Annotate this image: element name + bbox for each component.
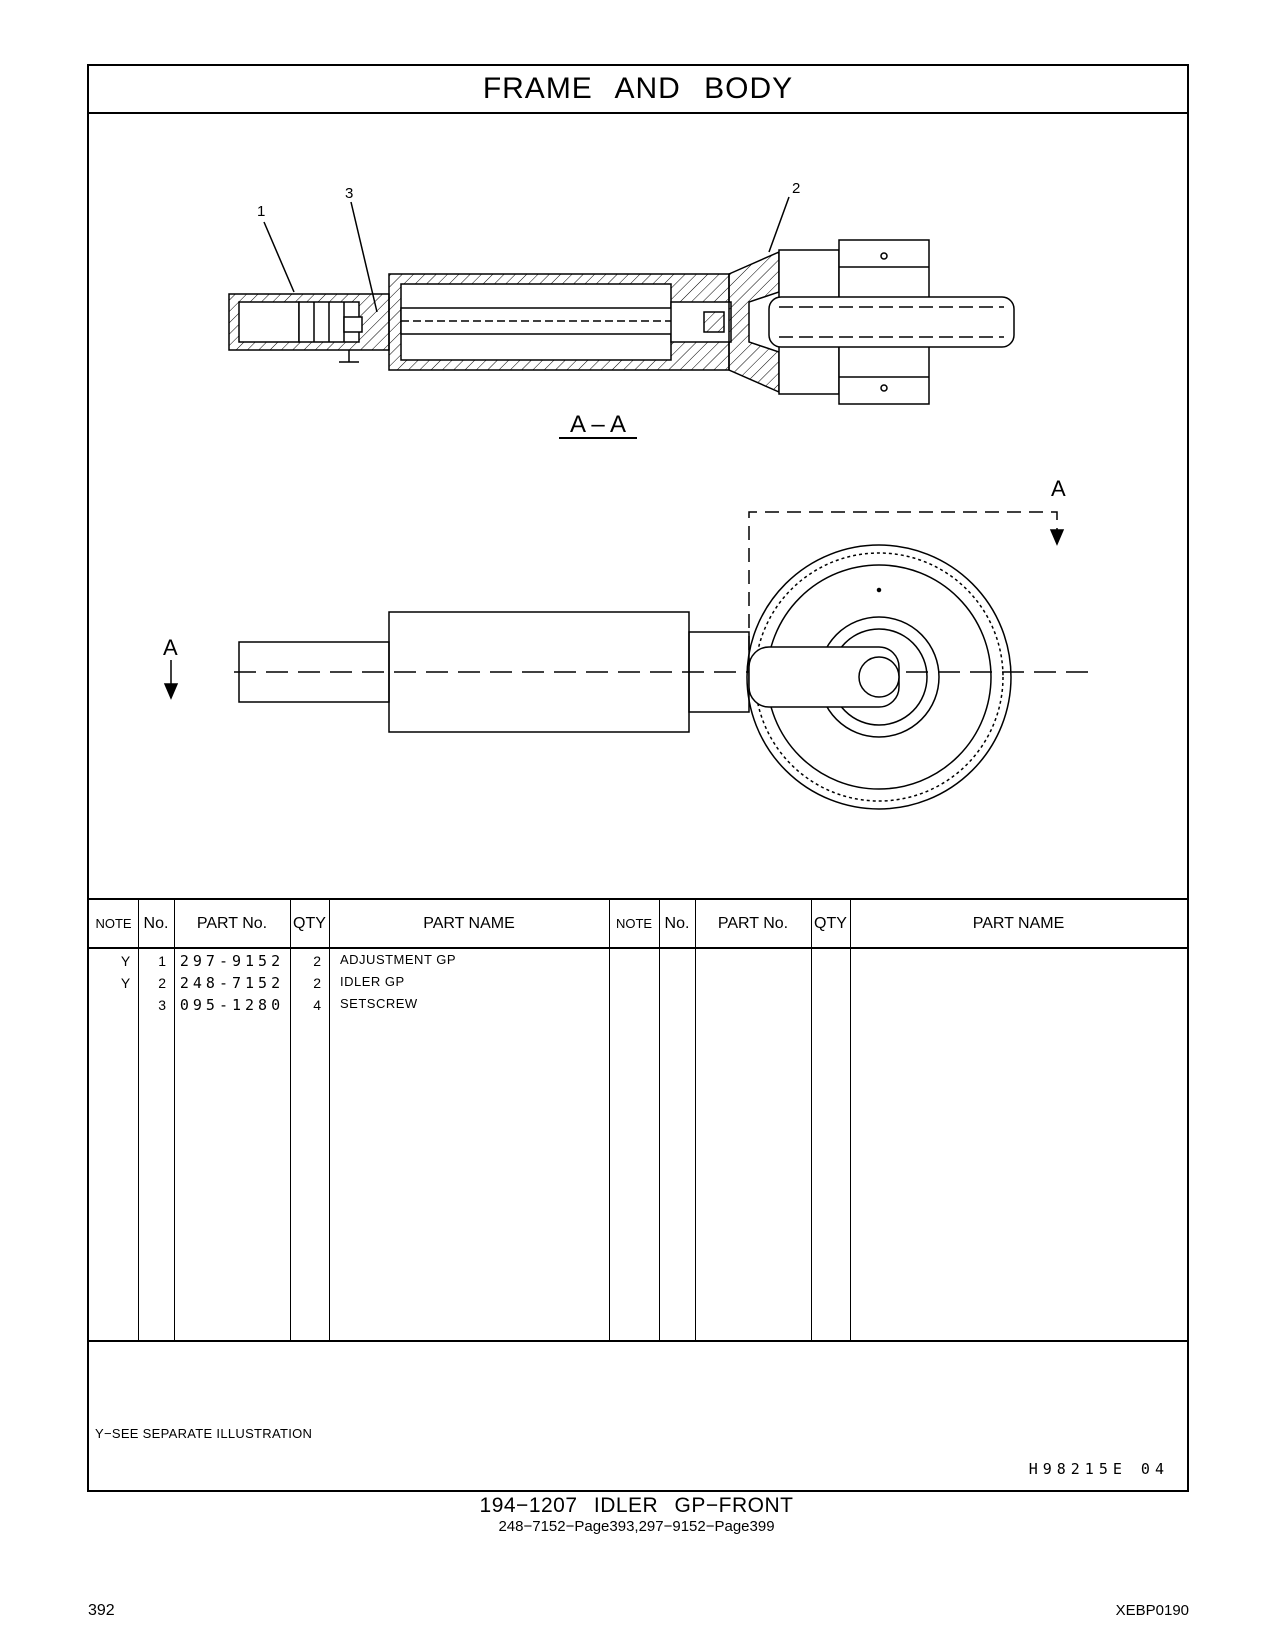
row-1-qty: 2 (313, 953, 321, 969)
note-legend: Y−SEE SEPARATE ILLUSTRATION (95, 1426, 313, 1441)
row-3-part-name: SETSCREW (340, 996, 418, 1011)
row-3-qty: 4 (313, 997, 321, 1013)
parts-illustration (89, 112, 1187, 902)
col-header-part-no: PART No. (196, 915, 268, 932)
row-1-no: 1 (158, 953, 166, 969)
row-3-part-no: 095-1280 (179, 996, 285, 1014)
idler-assembly-drawing (89, 112, 1187, 902)
view-arrow-right-label: A (1051, 476, 1066, 501)
col-header-part-name: PART NAME (423, 915, 515, 932)
row-3-no: 3 (158, 997, 166, 1013)
row-1-note: Y (120, 953, 131, 969)
col-header-qty: QTY (293, 915, 326, 932)
drawing-code: H98215E 04 (1028, 1460, 1169, 1478)
col-header-no-right: No. (664, 915, 690, 932)
parts-table (89, 900, 1187, 1410)
col-header-qty-right: QTY (814, 915, 847, 932)
row-2-qty: 2 (313, 975, 321, 991)
callout-2: 2 (792, 180, 801, 197)
callout-3: 3 (345, 185, 354, 202)
row-2-note: Y (120, 975, 131, 991)
col-header-part-name-right: PART NAME (972, 915, 1065, 932)
row-2-part-name: IDLER GP (340, 974, 405, 989)
row-1-part-no: 297-9152 (179, 952, 285, 970)
col-header-note-right: NOTE (615, 916, 653, 931)
row-2-part-no: 248-7152 (179, 974, 285, 992)
document-id: XEBP0190 (1115, 1602, 1189, 1619)
col-header-no: No. (143, 915, 169, 932)
col-header-part-no-right: PART No. (717, 915, 789, 932)
row-3-note (113, 994, 138, 1017)
page-references: 248−7152−Page393,297−9152−Page399 (498, 1518, 775, 1535)
callout-1: 1 (257, 203, 266, 220)
section-label: A – A (569, 411, 627, 438)
row-1-part-name: ADJUSTMENT GP (340, 952, 457, 967)
row-2-no: 2 (158, 975, 166, 991)
parts-page-frame (87, 64, 1189, 1492)
assembly-caption: 194−1207 IDLER GP−FRONT (479, 1494, 794, 1517)
page-title: FRAME AND BODY (89, 66, 1187, 114)
page-number: 392 (88, 1602, 115, 1619)
col-header-note: NOTE (95, 916, 132, 931)
view-arrow-left-label: A (163, 635, 178, 660)
